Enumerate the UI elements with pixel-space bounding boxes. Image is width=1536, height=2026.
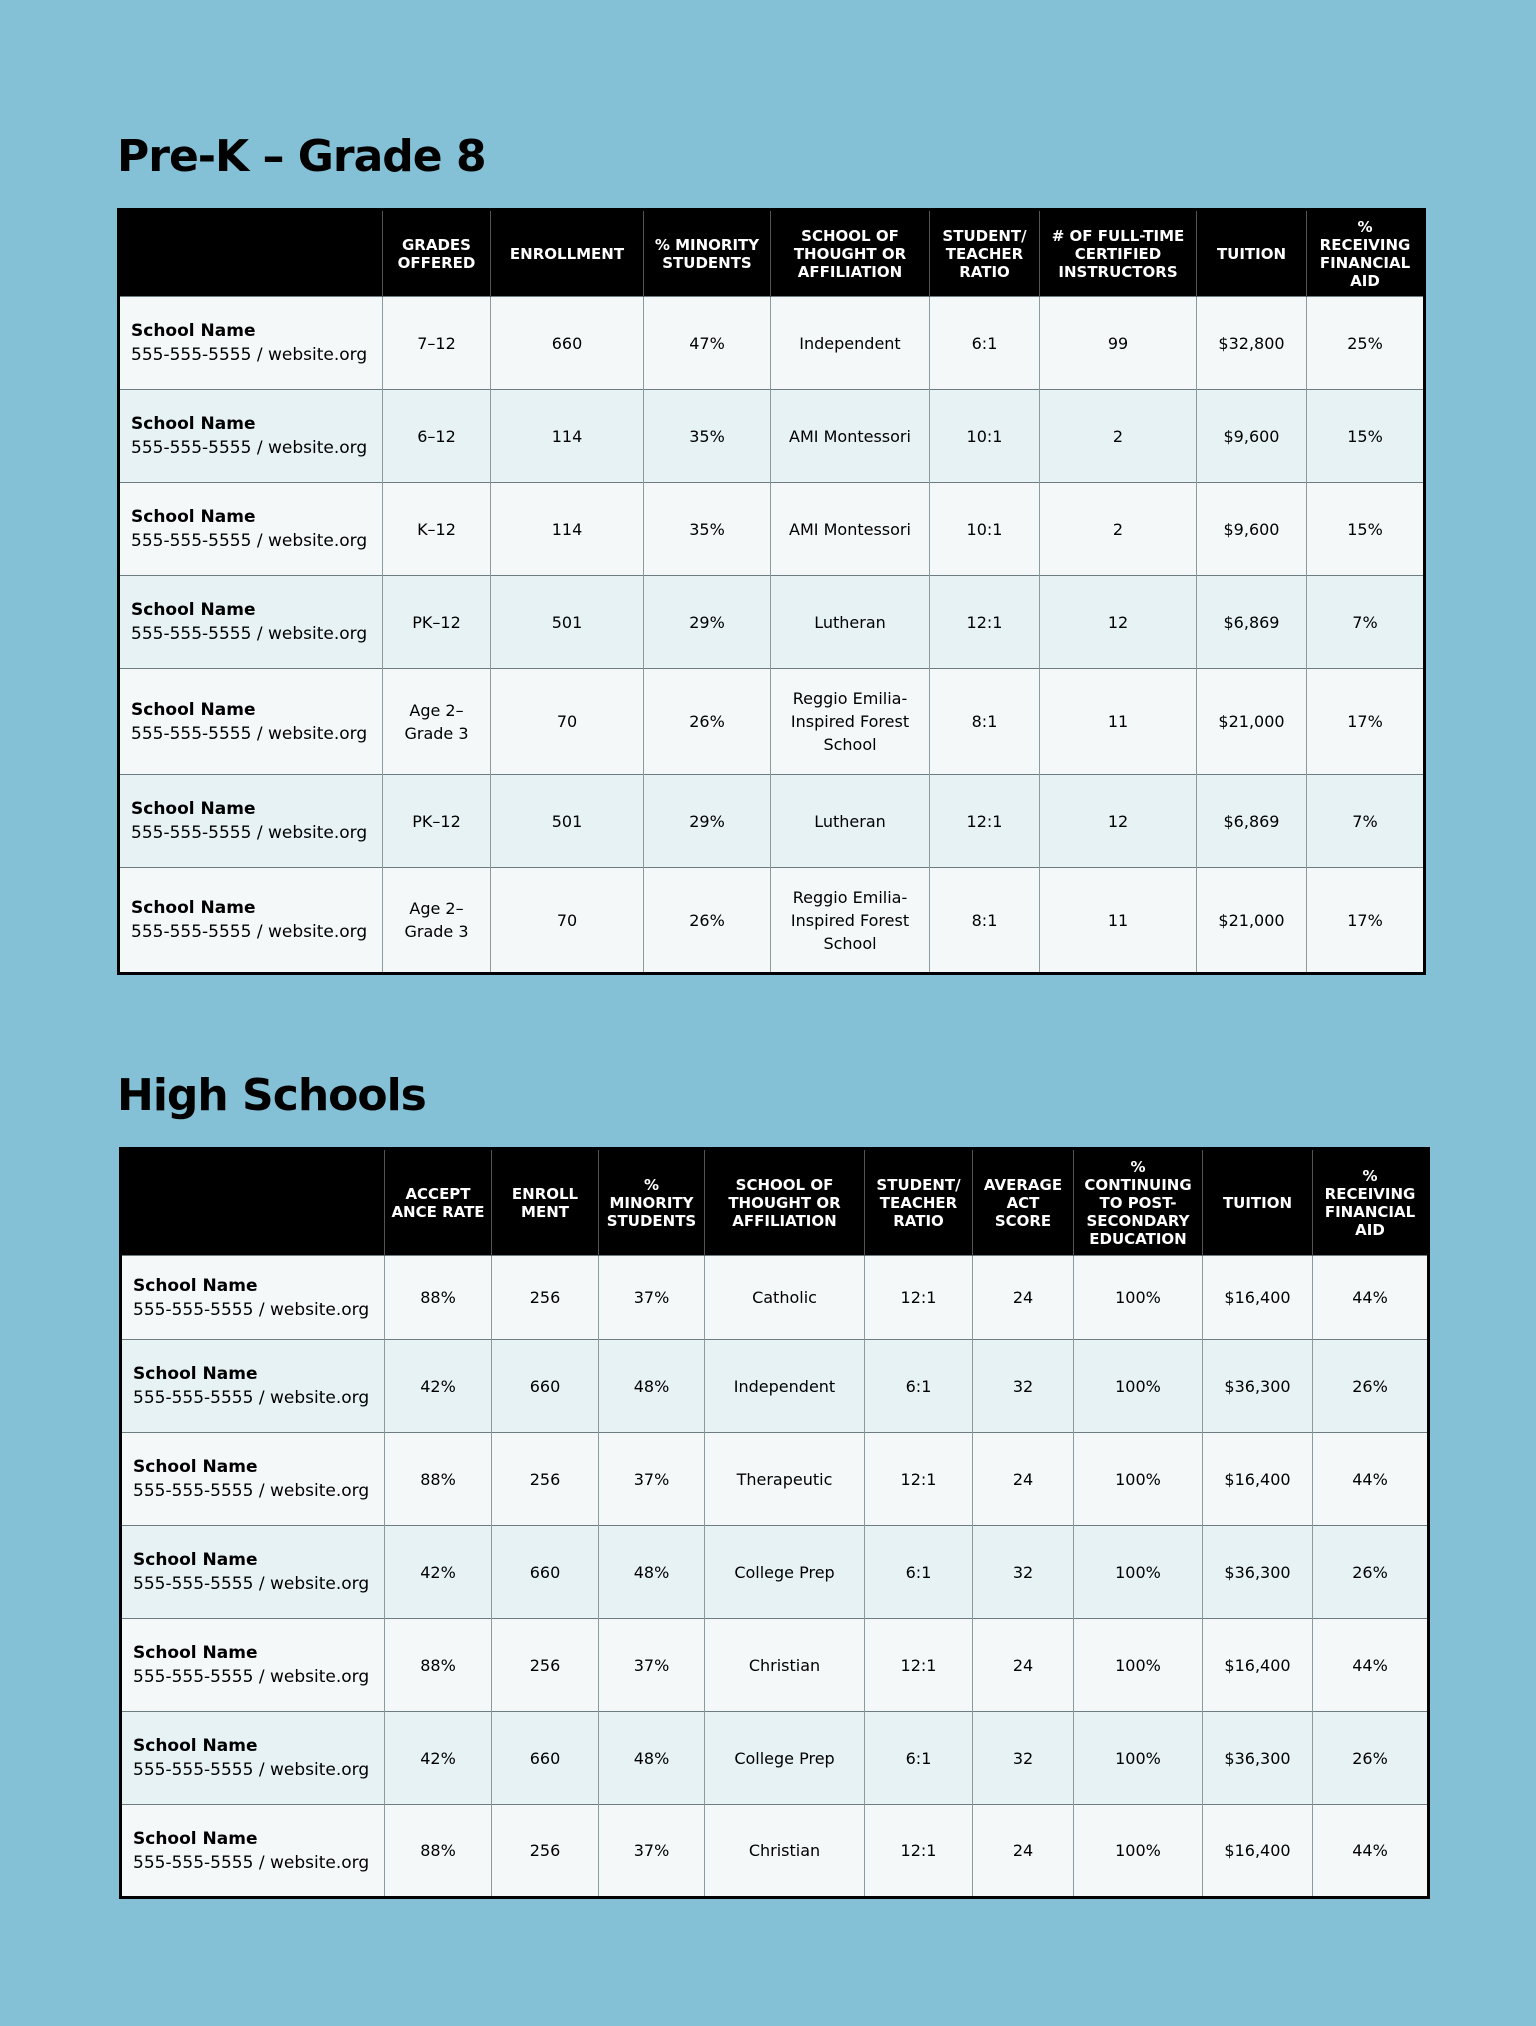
- school-name-cell: [119, 576, 383, 669]
- table-cell: 256: [492, 1256, 599, 1340]
- school-contact: 555-555-5555 / website.org: [131, 723, 368, 744]
- table-cell: Therapeutic: [705, 1433, 865, 1526]
- column-header: ENROLLMENT: [491, 210, 644, 297]
- table-cell: 12: [1040, 576, 1197, 669]
- school-contact: 555-555-5555 / website.org: [133, 1760, 370, 1780]
- school-name-cell: [121, 1712, 385, 1805]
- table-cell: 8:1: [930, 868, 1040, 974]
- table-cell: 26%: [1313, 1340, 1429, 1433]
- section-title-high-schools: High Schools: [117, 1070, 426, 1121]
- school-name: School Name: [133, 1736, 258, 1756]
- column-header: % MINORITY STUDENTS: [599, 1149, 705, 1256]
- school-name: School Name: [131, 507, 256, 527]
- table-cell: 6:1: [865, 1526, 973, 1619]
- column-header: ACCEPT ANCE RATE: [385, 1149, 492, 1256]
- table-cell: Lutheran: [771, 775, 930, 868]
- table-cell: $16,400: [1203, 1433, 1313, 1526]
- school-contact: 555-555-5555 / website.org: [133, 1667, 370, 1687]
- table-cell: 44%: [1313, 1256, 1429, 1340]
- table-cell: 12:1: [865, 1433, 973, 1526]
- table-cell: 114: [491, 483, 644, 576]
- table-cell: 501: [491, 576, 644, 669]
- table-cell: 12: [1040, 775, 1197, 868]
- table-cell: Independent: [771, 297, 930, 390]
- table-cell: 48%: [599, 1526, 705, 1619]
- school-name: School Name: [133, 1275, 258, 1296]
- column-header: [119, 210, 383, 297]
- column-header: % MINORITY STUDENTS: [644, 210, 771, 297]
- school-contact: 555-555-5555 / website.org: [133, 1481, 370, 1501]
- table-cell: Independent: [705, 1340, 865, 1433]
- table-cell: 32: [973, 1340, 1074, 1433]
- table-cell: Reggio Emilia- Inspired Forest School: [771, 868, 930, 974]
- table-cell: 15%: [1307, 390, 1425, 483]
- table-cell: Catholic: [705, 1256, 865, 1340]
- column-header: [121, 1149, 385, 1256]
- school-name: School Name: [131, 414, 256, 434]
- table-cell: 12:1: [865, 1619, 973, 1712]
- table-cell: 7–12: [383, 297, 491, 390]
- table-cell: 24: [973, 1805, 1074, 1898]
- table-cell: $9,600: [1197, 483, 1307, 576]
- table-row: [119, 390, 1425, 483]
- table-cell: $21,000: [1197, 868, 1307, 974]
- school-contact: 555-555-5555 / website.org: [133, 1299, 370, 1320]
- table-cell: 501: [491, 775, 644, 868]
- table-cell: 29%: [644, 775, 771, 868]
- school-contact: 555-555-5555 / website.org: [131, 531, 368, 551]
- table-cell: 100%: [1074, 1256, 1203, 1340]
- school-name-cell: [119, 669, 383, 775]
- table-row: [121, 1256, 1429, 1340]
- school-name: School Name: [131, 600, 256, 620]
- table-row: [119, 483, 1425, 576]
- school-name: School Name: [133, 1364, 258, 1384]
- school-contact: 555-555-5555 / website.org: [131, 922, 368, 942]
- table-cell: 8:1: [930, 669, 1040, 775]
- school-name-cell: [121, 1526, 385, 1619]
- school-contact: 555-555-5555 / website.org: [133, 1574, 370, 1594]
- table-cell: 70: [491, 669, 644, 775]
- table-cell: 256: [492, 1805, 599, 1898]
- table-cell: 10:1: [930, 483, 1040, 576]
- table-cell: $16,400: [1203, 1805, 1313, 1898]
- table-cell: 32: [973, 1712, 1074, 1805]
- table-cell: AMI Montessori: [771, 483, 930, 576]
- table-cell: 660: [492, 1712, 599, 1805]
- school-name-cell: [119, 775, 383, 868]
- table-cell: $16,400: [1203, 1256, 1313, 1340]
- table-cell: 47%: [644, 297, 771, 390]
- table-cell: 11: [1040, 868, 1197, 974]
- school-contact: 555-555-5555 / website.org: [133, 1852, 370, 1873]
- table-cell: Age 2– Grade 3: [383, 868, 491, 974]
- table-cell: 2: [1040, 483, 1197, 576]
- table-cell: 100%: [1074, 1712, 1203, 1805]
- table-cell: 88%: [385, 1433, 492, 1526]
- table-cell: 6–12: [383, 390, 491, 483]
- column-header: TUITION: [1203, 1149, 1313, 1256]
- column-header: ENROLL MENT: [492, 1149, 599, 1256]
- column-header: % RECEIVING FINANCIAL AID: [1313, 1149, 1429, 1256]
- school-name-cell: [121, 1805, 385, 1898]
- column-header: AVERAGE ACT SCORE: [973, 1149, 1074, 1256]
- table-cell: 6:1: [865, 1340, 973, 1433]
- table-cell: 26%: [644, 868, 771, 974]
- table-cell: 7%: [1307, 775, 1425, 868]
- table-cell: 2: [1040, 390, 1197, 483]
- table-cell: 48%: [599, 1712, 705, 1805]
- table-cell: 26%: [1313, 1712, 1429, 1805]
- table-cell: $21,000: [1197, 669, 1307, 775]
- table-cell: 15%: [1307, 483, 1425, 576]
- table-row: [121, 1433, 1429, 1526]
- school-contact: 555-555-5555 / website.org: [131, 345, 368, 365]
- table-row: [121, 1340, 1429, 1433]
- table-cell: 17%: [1307, 669, 1425, 775]
- school-contact: 555-555-5555 / website.org: [131, 624, 368, 644]
- table-cell: 88%: [385, 1619, 492, 1712]
- table-cell: 48%: [599, 1340, 705, 1433]
- school-name: School Name: [133, 1457, 258, 1477]
- school-contact: 555-555-5555 / website.org: [131, 438, 368, 458]
- table-cell: College Prep: [705, 1712, 865, 1805]
- table-cell: 26%: [1313, 1526, 1429, 1619]
- prek-grade8-table: [117, 208, 1426, 975]
- table-cell: 44%: [1313, 1433, 1429, 1526]
- school-name: School Name: [133, 1643, 258, 1663]
- table-cell: Lutheran: [771, 576, 930, 669]
- school-name: School Name: [133, 1550, 258, 1570]
- school-name-cell: [121, 1619, 385, 1712]
- table-cell: Reggio Emilia- Inspired Forest School: [771, 669, 930, 775]
- table-row: [119, 868, 1425, 974]
- table-cell: 12:1: [865, 1256, 973, 1340]
- table-cell: 24: [973, 1433, 1074, 1526]
- school-name-cell: [119, 868, 383, 974]
- column-header: SCHOOL OF THOUGHT OR AFFILIATION: [705, 1149, 865, 1256]
- column-header: STUDENT/ TEACHER RATIO: [930, 210, 1040, 297]
- table-cell: 37%: [599, 1433, 705, 1526]
- table-cell: PK–12: [383, 576, 491, 669]
- table-row: [119, 297, 1425, 390]
- table-header-row: [121, 1149, 1429, 1256]
- table-cell: 10:1: [930, 390, 1040, 483]
- table-row: [119, 775, 1425, 868]
- school-contact: 555-555-5555 / website.org: [133, 1388, 370, 1408]
- table-cell: $36,300: [1203, 1712, 1313, 1805]
- table-cell: 25%: [1307, 297, 1425, 390]
- table-row: [121, 1805, 1429, 1898]
- school-name: School Name: [131, 699, 256, 720]
- table-cell: 100%: [1074, 1526, 1203, 1619]
- table-cell: PK–12: [383, 775, 491, 868]
- table-cell: K–12: [383, 483, 491, 576]
- table-cell: 24: [973, 1256, 1074, 1340]
- table-cell: 256: [492, 1433, 599, 1526]
- table-row: [119, 576, 1425, 669]
- table-cell: 7%: [1307, 576, 1425, 669]
- table-cell: 660: [492, 1526, 599, 1619]
- table-cell: 12:1: [865, 1805, 973, 1898]
- table-cell: 100%: [1074, 1433, 1203, 1526]
- school-name-cell: [121, 1340, 385, 1433]
- table-cell: 35%: [644, 390, 771, 483]
- table-cell: 37%: [599, 1805, 705, 1898]
- school-name-cell: [119, 297, 383, 390]
- table-cell: 99: [1040, 297, 1197, 390]
- table-cell: College Prep: [705, 1526, 865, 1619]
- table-cell: 660: [492, 1340, 599, 1433]
- school-name-cell: [121, 1256, 385, 1340]
- school-name-cell: [119, 390, 383, 483]
- table-cell: 88%: [385, 1256, 492, 1340]
- table-cell: 11: [1040, 669, 1197, 775]
- table-cell: $36,300: [1203, 1340, 1313, 1433]
- column-header: TUITION: [1197, 210, 1307, 297]
- column-header: SCHOOL OF THOUGHT OR AFFILIATION: [771, 210, 930, 297]
- column-header: STUDENT/ TEACHER RATIO: [865, 1149, 973, 1256]
- table-header-row: [119, 210, 1425, 297]
- column-header: % RECEIVING FINANCIAL AID: [1307, 210, 1425, 297]
- school-name: School Name: [131, 799, 256, 819]
- table-cell: 35%: [644, 483, 771, 576]
- table-cell: 12:1: [930, 576, 1040, 669]
- high-schools-table: [119, 1147, 1430, 1899]
- school-name-cell: [119, 483, 383, 576]
- school-name: School Name: [131, 321, 256, 341]
- column-header: # OF FULL-TIME CERTIFIED INSTRUCTORS: [1040, 210, 1197, 297]
- table-row: [121, 1619, 1429, 1712]
- table-cell: 37%: [599, 1256, 705, 1340]
- table-cell: 42%: [385, 1526, 492, 1619]
- table-cell: 29%: [644, 576, 771, 669]
- table-cell: Christian: [705, 1619, 865, 1712]
- table-cell: 660: [491, 297, 644, 390]
- table-cell: $32,800: [1197, 297, 1307, 390]
- table-cell: Christian: [705, 1805, 865, 1898]
- table-cell: 100%: [1074, 1340, 1203, 1433]
- column-header: GRADES OFFERED: [383, 210, 491, 297]
- table-cell: 6:1: [930, 297, 1040, 390]
- school-name: School Name: [131, 898, 256, 918]
- table-cell: 6:1: [865, 1712, 973, 1805]
- table-cell: $9,600: [1197, 390, 1307, 483]
- table-cell: 100%: [1074, 1805, 1203, 1898]
- table-cell: 42%: [385, 1340, 492, 1433]
- table-cell: 100%: [1074, 1619, 1203, 1712]
- table-cell: 24: [973, 1619, 1074, 1712]
- table-cell: 37%: [599, 1619, 705, 1712]
- table-cell: AMI Montessori: [771, 390, 930, 483]
- table-cell: 17%: [1307, 868, 1425, 974]
- table-cell: Age 2– Grade 3: [383, 669, 491, 775]
- table-cell: 114: [491, 390, 644, 483]
- school-name-cell: [121, 1433, 385, 1526]
- table-cell: 26%: [644, 669, 771, 775]
- table-row: [121, 1712, 1429, 1805]
- table-cell: 12:1: [930, 775, 1040, 868]
- table-cell: 256: [492, 1619, 599, 1712]
- table-cell: 42%: [385, 1712, 492, 1805]
- section-title-prek-grade8: Pre-K – Grade 8: [117, 131, 486, 182]
- column-header: % CONTINUING TO POST- SECONDARY EDUCATION: [1074, 1149, 1203, 1256]
- table-row: [121, 1526, 1429, 1619]
- table-cell: 88%: [385, 1805, 492, 1898]
- table-cell: 32: [973, 1526, 1074, 1619]
- table-cell: $6,869: [1197, 775, 1307, 868]
- table-cell: $6,869: [1197, 576, 1307, 669]
- table-cell: $36,300: [1203, 1526, 1313, 1619]
- table-row: [119, 669, 1425, 775]
- school-name: School Name: [133, 1828, 258, 1849]
- table-cell: 70: [491, 868, 644, 974]
- school-contact: 555-555-5555 / website.org: [131, 823, 368, 843]
- table-cell: $16,400: [1203, 1619, 1313, 1712]
- table-cell: 44%: [1313, 1619, 1429, 1712]
- table-cell: 44%: [1313, 1805, 1429, 1898]
